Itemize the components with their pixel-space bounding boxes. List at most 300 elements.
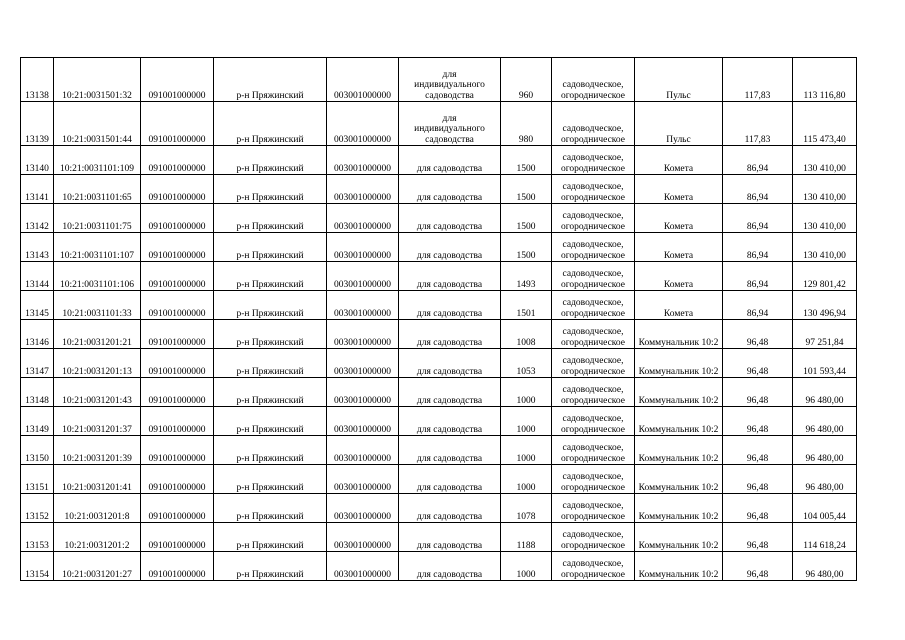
district-text: р-н Пряжинский — [236, 366, 304, 377]
row-number-text: 13153 — [25, 540, 49, 551]
permitted-use-line: для — [442, 113, 457, 124]
permitted-use-line: для садоводства — [416, 569, 483, 580]
cadastral-number-text: 10:21:0031201:21 — [62, 337, 132, 348]
settlement-code-text: 003001000000 — [334, 453, 391, 464]
oktmo-code-text: 091001000000 — [148, 540, 206, 551]
permitted-use-line: для — [442, 69, 457, 80]
cadastral-number-text: 10:21:0031201:13 — [62, 366, 132, 377]
permitted-use-line: для садоводства — [416, 395, 483, 406]
specific-value-cell — [723, 320, 793, 349]
specific-value-cell — [723, 552, 793, 581]
row-number-text: 13149 — [25, 424, 49, 435]
purpose-cell — [552, 58, 635, 102]
row-number-cell — [21, 523, 54, 552]
settlement-code-cell — [327, 175, 399, 204]
settlement-code-cell — [327, 146, 399, 175]
cadastral-number-cell — [54, 204, 141, 233]
permitted-use-cell — [399, 102, 501, 146]
purpose-cell — [552, 204, 635, 233]
purpose-line: садоводческое, — [562, 298, 624, 308]
table-row — [21, 175, 857, 204]
settlement-code-cell — [327, 102, 399, 146]
specific-value-text: 96,48 — [746, 366, 769, 377]
settlement-code-cell — [327, 233, 399, 262]
area-cell — [501, 378, 552, 407]
cadastral-number-text: 10:21:0031201:39 — [62, 453, 132, 464]
area-cell — [501, 320, 552, 349]
settlement-code-text: 003001000000 — [334, 540, 391, 551]
cadastral-number-cell — [54, 291, 141, 320]
permitted-use-cell — [399, 58, 501, 102]
purpose-cell — [552, 465, 635, 494]
area-cell — [501, 436, 552, 465]
table-row — [21, 552, 857, 581]
row-number-cell — [21, 436, 54, 465]
association-name-text: Комета — [663, 192, 694, 203]
cadastral-value-cell — [793, 291, 857, 320]
row-number-cell — [21, 262, 54, 291]
row-number-text: 13142 — [25, 221, 49, 232]
area-text: 1000 — [516, 395, 536, 406]
permitted-use-line: для садоводства — [416, 221, 483, 232]
purpose-line: садоводческое, — [562, 240, 624, 250]
purpose-line: садоводческое, — [562, 385, 624, 395]
area-cell — [501, 291, 552, 320]
permitted-use-cell — [399, 378, 501, 407]
cadastral-number-text: 10:21:0031101:107 — [59, 250, 135, 261]
district-cell — [214, 233, 327, 262]
settlement-code-text: 003001000000 — [334, 308, 391, 319]
cadastral-number-cell — [54, 146, 141, 175]
specific-value-cell — [723, 494, 793, 523]
settlement-code-cell — [327, 58, 399, 102]
association-name-cell — [635, 291, 723, 320]
purpose-cell — [552, 552, 635, 581]
settlement-code-text: 003001000000 — [334, 569, 391, 580]
settlement-code-text: 003001000000 — [334, 337, 391, 348]
area-text: 1000 — [516, 453, 536, 464]
cadastral-value-text: 129 801,42 — [803, 279, 846, 290]
cadastral-value-cell — [793, 262, 857, 291]
cadastral-value-text: 130 410,00 — [803, 192, 846, 203]
specific-value-text: 96,48 — [746, 569, 769, 580]
oktmo-code-cell — [141, 146, 214, 175]
area-cell — [501, 233, 552, 262]
association-name-text: Пульс — [666, 134, 691, 145]
table-row — [21, 494, 857, 523]
association-name-text: Коммунальник 10:2 — [638, 482, 719, 493]
row-number-text: 13138 — [25, 90, 49, 101]
row-number-cell — [21, 378, 54, 407]
permitted-use-cell — [399, 552, 501, 581]
purpose-line: садоводческое, — [562, 559, 624, 569]
row-number-cell — [21, 102, 54, 146]
specific-value-text: 86,94 — [746, 250, 769, 261]
area-text: 1053 — [516, 366, 536, 377]
settlement-code-text: 003001000000 — [334, 250, 391, 261]
purpose-cell — [552, 262, 635, 291]
settlement-code-text: 003001000000 — [334, 192, 391, 203]
row-number-text: 13140 — [25, 163, 49, 174]
association-name-text: Комета — [663, 279, 694, 290]
settlement-code-cell — [327, 407, 399, 436]
cadastral-number-text: 10:21:0031201:8 — [64, 511, 130, 522]
area-cell — [501, 146, 552, 175]
cadastral-number-text: 10:21:0031201:43 — [62, 395, 132, 406]
permitted-use-line: для садоводства — [416, 366, 483, 377]
association-name-cell — [635, 175, 723, 204]
purpose-line: садоводческое, — [562, 124, 624, 134]
row-number-text: 13145 — [25, 308, 49, 319]
area-text: 960 — [518, 90, 534, 101]
purpose-line: садоводческое, — [562, 327, 624, 337]
row-number-text: 13146 — [25, 337, 49, 348]
district-cell — [214, 291, 327, 320]
association-name-cell — [635, 233, 723, 262]
area-text: 1500 — [516, 221, 536, 232]
permitted-use-cell — [399, 523, 501, 552]
district-text: р-н Пряжинский — [236, 163, 304, 174]
specific-value-cell — [723, 204, 793, 233]
permitted-use-line: для садоводства — [416, 279, 483, 290]
association-name-text: Коммунальник 10:2 — [638, 337, 719, 348]
district-cell — [214, 465, 327, 494]
row-number-cell — [21, 465, 54, 494]
area-text: 1500 — [516, 163, 536, 174]
row-number-cell — [21, 552, 54, 581]
row-number-cell — [21, 494, 54, 523]
area-text: 1000 — [516, 569, 536, 580]
settlement-code-text: 003001000000 — [334, 90, 391, 101]
specific-value-cell — [723, 146, 793, 175]
association-name-text: Комета — [663, 250, 694, 261]
cadastral-value-cell — [793, 320, 857, 349]
area-text: 1078 — [516, 511, 536, 522]
cadastral-number-cell — [54, 436, 141, 465]
purpose-line: огородническое — [560, 134, 626, 145]
oktmo-code-cell — [141, 465, 214, 494]
permitted-use-line: для садоводства — [416, 192, 483, 203]
row-number-cell — [21, 146, 54, 175]
area-text: 1501 — [516, 308, 536, 319]
table-row — [21, 291, 857, 320]
purpose-cell — [552, 494, 635, 523]
purpose-cell — [552, 407, 635, 436]
cadastral-number-cell — [54, 378, 141, 407]
row-number-cell — [21, 233, 54, 262]
settlement-code-cell — [327, 552, 399, 581]
association-name-text: Коммунальник 10:2 — [638, 511, 719, 522]
area-text: 980 — [518, 134, 534, 145]
cadastral-number-cell — [54, 465, 141, 494]
district-text: р-н Пряжинский — [236, 395, 304, 406]
area-cell — [501, 262, 552, 291]
oktmo-code-cell — [141, 175, 214, 204]
row-number-cell — [21, 291, 54, 320]
cadastral-number-cell — [54, 494, 141, 523]
permitted-use-line: для садоводства — [416, 308, 483, 319]
oktmo-code-cell — [141, 523, 214, 552]
district-cell — [214, 320, 327, 349]
association-name-cell — [635, 552, 723, 581]
area-cell — [501, 523, 552, 552]
cadastral-number-text: 10:21:0031101:65 — [62, 192, 132, 203]
oktmo-code-text: 091001000000 — [148, 279, 206, 290]
purpose-line: садоводческое, — [562, 530, 624, 540]
oktmo-code-cell — [141, 262, 214, 291]
oktmo-code-text: 091001000000 — [148, 424, 206, 435]
area-cell — [501, 102, 552, 146]
purpose-line: огородническое — [560, 163, 626, 174]
area-text: 1500 — [516, 250, 536, 261]
purpose-cell — [552, 291, 635, 320]
district-text: р-н Пряжинский — [236, 90, 304, 101]
purpose-line: садоводческое, — [562, 443, 624, 453]
settlement-code-text: 003001000000 — [334, 163, 391, 174]
specific-value-cell — [723, 58, 793, 102]
settlement-code-text: 003001000000 — [334, 134, 391, 145]
cadastral-number-cell — [54, 523, 141, 552]
cadastral-value-text: 96 480,00 — [805, 482, 844, 493]
settlement-code-text: 003001000000 — [334, 511, 391, 522]
specific-value-cell — [723, 407, 793, 436]
specific-value-cell — [723, 465, 793, 494]
district-text: р-н Пряжинский — [236, 424, 304, 435]
cadastral-value-cell — [793, 102, 857, 146]
permitted-use-line: для садоводства — [416, 453, 483, 464]
cadastral-number-cell — [54, 349, 141, 378]
cadastral-number-text: 10:21:0031501:44 — [62, 134, 132, 145]
cadastral-number-cell — [54, 175, 141, 204]
settlement-code-text: 003001000000 — [334, 279, 391, 290]
area-cell — [501, 349, 552, 378]
permitted-use-line: для садоводства — [416, 163, 483, 174]
oktmo-code-cell — [141, 349, 214, 378]
purpose-cell — [552, 175, 635, 204]
association-name-text: Комета — [663, 163, 694, 174]
district-text: р-н Пряжинский — [236, 279, 304, 290]
row-number-text: 13141 — [25, 192, 49, 203]
purpose-cell — [552, 320, 635, 349]
oktmo-code-cell — [141, 407, 214, 436]
purpose-line: садоводческое, — [562, 153, 624, 163]
permitted-use-cell — [399, 233, 501, 262]
purpose-cell — [552, 378, 635, 407]
permitted-use-cell — [399, 407, 501, 436]
permitted-use-cell — [399, 436, 501, 465]
row-number-text: 13148 — [25, 395, 49, 406]
row-number-text: 13152 — [25, 511, 49, 522]
association-name-text: Коммунальник 10:2 — [638, 569, 719, 580]
specific-value-text: 96,48 — [746, 337, 769, 348]
oktmo-code-text: 091001000000 — [148, 482, 206, 493]
permitted-use-line: садоводства — [425, 90, 474, 101]
row-number-cell — [21, 204, 54, 233]
association-name-text: Коммунальник 10:2 — [638, 540, 719, 551]
permitted-use-line: для садоводства — [416, 337, 483, 348]
district-cell — [214, 146, 327, 175]
oktmo-code-text: 091001000000 — [148, 511, 206, 522]
association-name-cell — [635, 320, 723, 349]
oktmo-code-text: 091001000000 — [148, 163, 206, 174]
settlement-code-cell — [327, 465, 399, 494]
permitted-use-line: садоводства — [425, 134, 474, 145]
purpose-line: огородническое — [560, 511, 626, 522]
settlement-code-cell — [327, 378, 399, 407]
purpose-cell — [552, 349, 635, 378]
association-name-text: Коммунальник 10:2 — [638, 453, 719, 464]
association-name-cell — [635, 407, 723, 436]
permitted-use-line: для садоводства — [416, 482, 483, 493]
area-text: 1000 — [516, 424, 536, 435]
row-number-text: 13154 — [25, 569, 49, 580]
area-text: 1500 — [516, 192, 536, 203]
cadastral-value-cell — [793, 378, 857, 407]
district-text: р-н Пряжинский — [236, 511, 304, 522]
cadastral-number-text: 10:21:0031201:2 — [64, 540, 130, 551]
association-name-text: Комета — [663, 221, 694, 232]
settlement-code-cell — [327, 349, 399, 378]
area-cell — [501, 175, 552, 204]
district-cell — [214, 407, 327, 436]
district-text: р-н Пряжинский — [236, 134, 304, 145]
cadastral-value-cell — [793, 233, 857, 262]
purpose-line: огородническое — [560, 569, 626, 580]
district-text: р-н Пряжинский — [236, 482, 304, 493]
purpose-line: огородническое — [560, 482, 626, 493]
association-name-cell — [635, 494, 723, 523]
settlement-code-cell — [327, 436, 399, 465]
cadastral-value-cell — [793, 494, 857, 523]
cadastral-number-cell — [54, 552, 141, 581]
row-number-cell — [21, 320, 54, 349]
oktmo-code-text: 091001000000 — [148, 134, 206, 145]
purpose-line: огородническое — [560, 337, 626, 348]
settlement-code-cell — [327, 291, 399, 320]
table-row — [21, 465, 857, 494]
specific-value-cell — [723, 378, 793, 407]
specific-value-text: 86,94 — [746, 279, 769, 290]
district-cell — [214, 204, 327, 233]
table-body — [21, 58, 857, 581]
purpose-line: огородническое — [560, 90, 626, 101]
permitted-use-cell — [399, 320, 501, 349]
row-number-text: 13144 — [25, 279, 49, 290]
district-text: р-н Пряжинский — [236, 569, 304, 580]
area-text: 1493 — [516, 279, 536, 290]
oktmo-code-text: 091001000000 — [148, 90, 206, 101]
row-number-cell — [21, 349, 54, 378]
cadastral-value-cell — [793, 175, 857, 204]
oktmo-code-text: 091001000000 — [148, 221, 206, 232]
cadastral-value-cell — [793, 552, 857, 581]
association-name-text: Комета — [663, 308, 694, 319]
permitted-use-line: индивидуального — [414, 80, 485, 90]
cadastral-value-cell — [793, 465, 857, 494]
cadastral-number-text: 10:21:0031501:32 — [62, 90, 132, 101]
oktmo-code-text: 091001000000 — [148, 308, 206, 319]
settlement-code-text: 003001000000 — [334, 221, 391, 232]
cadastral-value-text: 96 480,00 — [805, 424, 844, 435]
purpose-cell — [552, 233, 635, 262]
permitted-use-cell — [399, 494, 501, 523]
association-name-cell — [635, 349, 723, 378]
association-name-cell — [635, 262, 723, 291]
cadastral-value-text: 115 473,40 — [803, 134, 846, 145]
specific-value-cell — [723, 291, 793, 320]
row-number-cell — [21, 58, 54, 102]
permitted-use-cell — [399, 175, 501, 204]
cadastral-number-cell — [54, 233, 141, 262]
purpose-line: огородническое — [560, 308, 626, 319]
specific-value-text: 96,48 — [746, 482, 769, 493]
area-cell — [501, 407, 552, 436]
association-name-cell — [635, 204, 723, 233]
specific-value-cell — [723, 233, 793, 262]
association-name-cell — [635, 465, 723, 494]
district-cell — [214, 58, 327, 102]
specific-value-text: 86,94 — [746, 163, 769, 174]
cadastral-value-text: 130 496,94 — [803, 308, 846, 319]
area-text: 1000 — [516, 482, 536, 493]
district-text: р-н Пряжинский — [236, 337, 304, 348]
permitted-use-cell — [399, 262, 501, 291]
cadastral-number-cell — [54, 407, 141, 436]
table-row — [21, 407, 857, 436]
district-cell — [214, 262, 327, 291]
cadastral-value-cell — [793, 407, 857, 436]
row-number-cell — [21, 407, 54, 436]
district-cell — [214, 494, 327, 523]
table-row — [21, 523, 857, 552]
district-text: р-н Пряжинский — [236, 221, 304, 232]
cadastral-value-text: 97 251,84 — [805, 337, 844, 348]
purpose-line: садоводческое, — [562, 414, 624, 424]
district-cell — [214, 378, 327, 407]
purpose-line: садоводческое, — [562, 211, 624, 221]
district-cell — [214, 175, 327, 204]
association-name-cell — [635, 102, 723, 146]
purpose-line: огородническое — [560, 192, 626, 203]
purpose-line: огородническое — [560, 221, 626, 232]
table-row — [21, 204, 857, 233]
purpose-line: садоводческое, — [562, 356, 624, 366]
oktmo-code-text: 091001000000 — [148, 250, 206, 261]
purpose-line: садоводческое, — [562, 182, 624, 192]
cadastral-value-cell — [793, 204, 857, 233]
cadastral-number-text: 10:21:0031101:109 — [59, 163, 135, 174]
table-row — [21, 146, 857, 175]
association-name-text: Коммунальник 10:2 — [638, 424, 719, 435]
oktmo-code-cell — [141, 436, 214, 465]
table-row — [21, 102, 857, 146]
table-row — [21, 262, 857, 291]
cadastral-value-text: 130 410,00 — [803, 221, 846, 232]
cadastral-number-text: 10:21:0031101:75 — [62, 221, 132, 232]
cadastral-value-cell — [793, 436, 857, 465]
specific-value-text: 96,48 — [746, 540, 769, 551]
district-cell — [214, 349, 327, 378]
association-name-cell — [635, 378, 723, 407]
cadastral-value-text: 114 618,24 — [803, 540, 846, 551]
district-text: р-н Пряжинский — [236, 250, 304, 261]
settlement-code-text: 003001000000 — [334, 395, 391, 406]
area-cell — [501, 494, 552, 523]
purpose-line: огородническое — [560, 279, 626, 290]
purpose-line: садоводческое, — [562, 501, 624, 511]
purpose-line: садоводческое, — [562, 472, 624, 482]
row-number-text: 13151 — [25, 482, 49, 493]
